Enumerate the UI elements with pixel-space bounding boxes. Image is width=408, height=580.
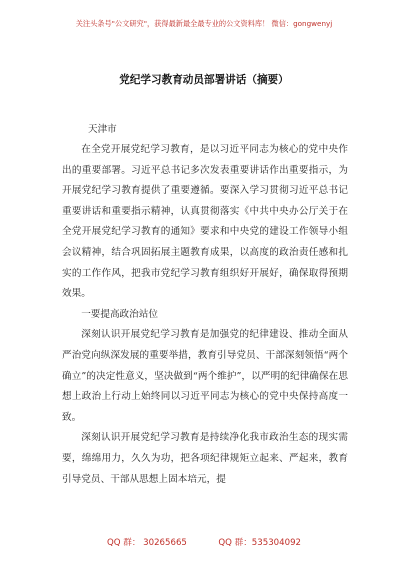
- section-heading: 一要提高政治站位: [81, 308, 158, 320]
- header-banner: 关注头条号"公文研究"，获得最新最全最专业的公文资料库！ 微信：gongwenyj: [75, 19, 333, 28]
- document-title: 党纪学习教育动员部署讲话（摘要）: [119, 74, 289, 86]
- footer-qq-group-2: QQ 群：535304092: [218, 538, 302, 548]
- document-body: [62, 140, 348, 490]
- organization-label: 天津市: [88, 124, 117, 135]
- body-paragraph: 深刻认识开展党纪学习教育是加强党的纪律建设、推动全面从严治党向纵深发展的重要举措，教育引导党员、干部深刻领悟“两个确立”的决定性意义，坚决做到“两个维护”，以严明的纪律确保在思想上政治上行动上始终同以习近平同志为核心的党中央保持高度一致。: [62, 329, 348, 423]
- footer-qq-group-1: QQ 群： 30265665: [106, 538, 187, 548]
- footer-contact: [0, 536, 408, 548]
- body-paragraph: 在全党开展党纪学习教育，是以习近平同志为核心的党中央作出的重要部署。习近平总书记多次发表重要讲话作出重要指示，为开展党纪学习教育提供了重要遵循。要深入学习贯彻习近平总书记重要讲话和重要指示精神，认真贯彻落实《中共中央办公厅关于在全党开展党纪学习教育的通知》要求和中央党的建设工作领导小组会议精神，结合巩固拓展主题教育成果，以高度的政治责任感和扎实的工作作风，把我市党纪学习教育组织好开展好，确保取得预期效果。: [62, 144, 348, 300]
- body-paragraph: 深刻认识开展党纪学习教育是持续净化我市政治生态的现实需要，绵绵用力，久久为功，把各项纪律规矩立起来、严起来，教育引导党员、干部从思想上固本培元，提: [62, 432, 348, 485]
